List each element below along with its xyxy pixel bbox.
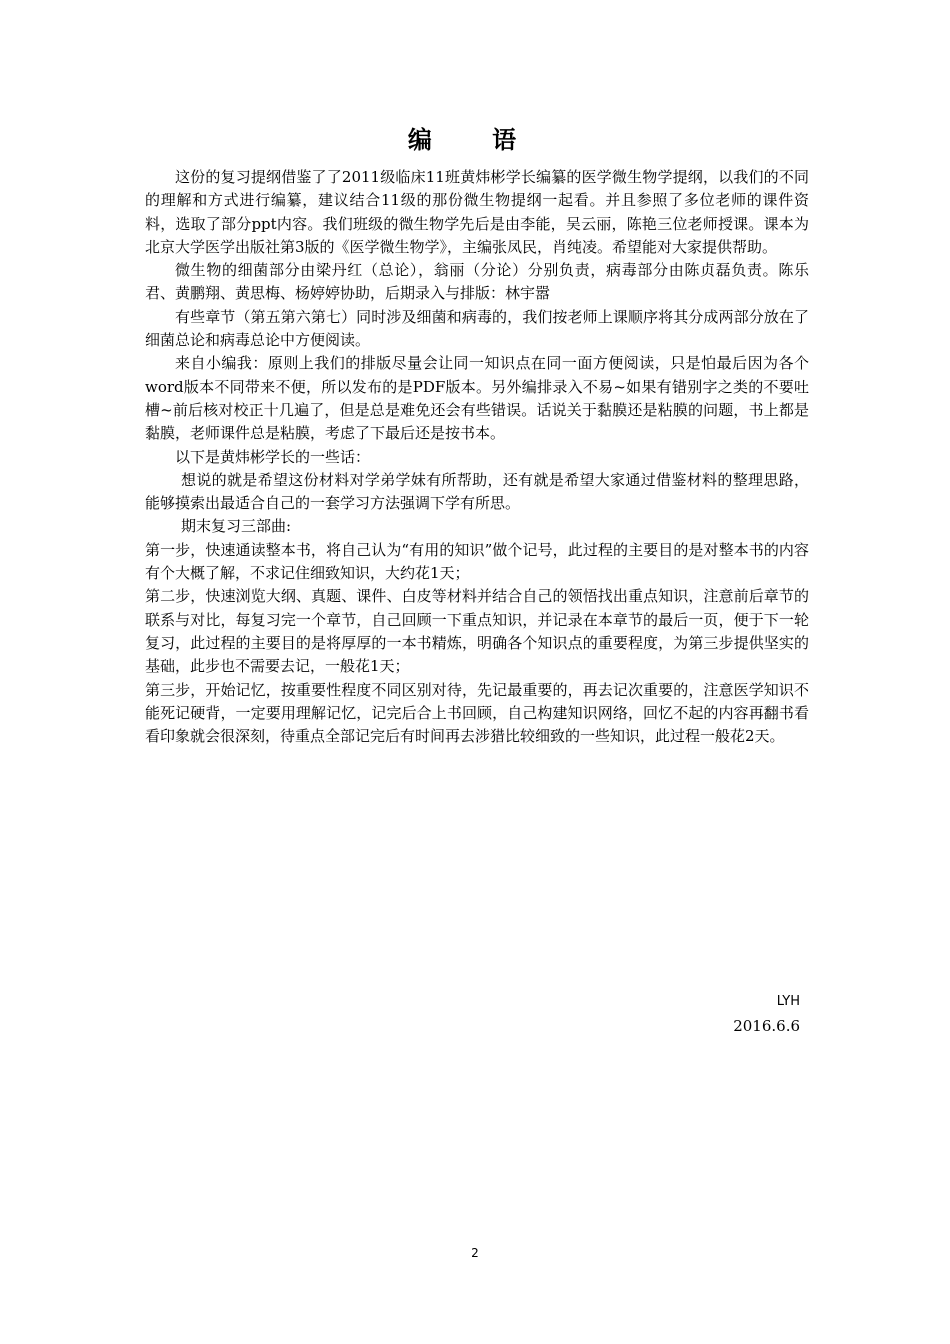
senior-words-paragraph: 想说的就是希望这份材料对学弟学妹有所帮助，还有就是希望大家通过借鉴材料的整理思路，能够摸索出最适合自己的一套学习方法强调下学有所思。 (145, 470, 809, 513)
page-title: 编 语 (407, 126, 543, 154)
step-two-paragraph: 第二步，快速浏览大纲、真题、课件、白皮等材料并结合自己的领悟找出重点知识，注意前后章节的联系与对比，每复习完一个章节，自己回顾一下重点知识，并记录在本章节的最后一页，便于下一轮复习，此过程的主要目的是将厚厚的一本书精炼，明确各个知识点的重要程度，为第三步提供坚实的基础，此步也不需要去记，一般花1天； (145, 587, 809, 676)
chapters-paragraph: 有些章节（第五第六第七）同时涉及细菌和病毒的，我们按老师上课顺序将其分成两部分放在了细菌总论和病毒总论中方便阅读。 (145, 307, 809, 350)
intro-paragraph: 这份的复习提纲借鉴了了2011级临床11班黄炜彬学长编纂的医学微生物学提纲，以我们的不同的理解和方式进行编纂，建议结合11级的那份微生物提纲一起看。并且参照了多位老师的课件资料，选取了部分ppt内容。我们班级的微生物学先后是由李能，吴云丽，陈艳三位老师授课。课本为北京大学医学出版社第3版的《医学微生物学》，主编张凤民，肖纯凌。希望能对大家提供帮助。 (145, 168, 809, 256)
editor-note-paragraph: 来自小编我：原则上我们的排版尽量会让同一知识点在同一面方便阅读，只是怕最后因为各个word版本不同带来不便，所以发布的是PDF版本。另外编排录入不易~如果有错别字之类的不要吐槽~前后核对校正十几遍了，但是总是难免还会有些错误。话说关于黏膜还是粘膜的问题，书上都是黏膜，老师课件总是粘膜，考虑了下最后还是按书本。 (145, 354, 809, 443)
document-body (145, 166, 809, 748)
signature-date: 2016.6.6 (733, 1017, 800, 1035)
step-one-paragraph: 第一步，快速通读整本书，将自己认为“有用的知识”做个记号，此过程的主要目的是对整本书的内容有个大概了解，不求记住细致知识，大约花1天； (145, 540, 809, 583)
step-three-paragraph: 第三步，开始记忆，按重要性程度不同区别对待，先记最重要的，再去记次重要的，注意医学知识不能死记硬背，一定要用理解记忆，记完后合上书回顾，自己构建知识网络，回忆不起的内容再翻书看看印象就会很深刻，待重点全部记完后有时间再去涉猎比较细致的一些知识，此过程一般花2天。 (145, 680, 809, 746)
signature-name: LYH (776, 994, 800, 1009)
review-steps-heading: 期末复习三部曲: (181, 517, 292, 536)
senior-words-heading: 以下是黄炜彬学长的一些话： (175, 447, 371, 466)
credits-paragraph: 微生物的细菌部分由梁丹红（总论），翁丽（分论）分别负责，病毒部分由陈贞磊负责。陈乐君、黄鹏翔、黄思梅、杨婷婷协助，后期录入与排版：林宇嚣 (145, 261, 809, 303)
page-number: 2 (471, 1246, 479, 1260)
signature-block (733, 989, 800, 1039)
